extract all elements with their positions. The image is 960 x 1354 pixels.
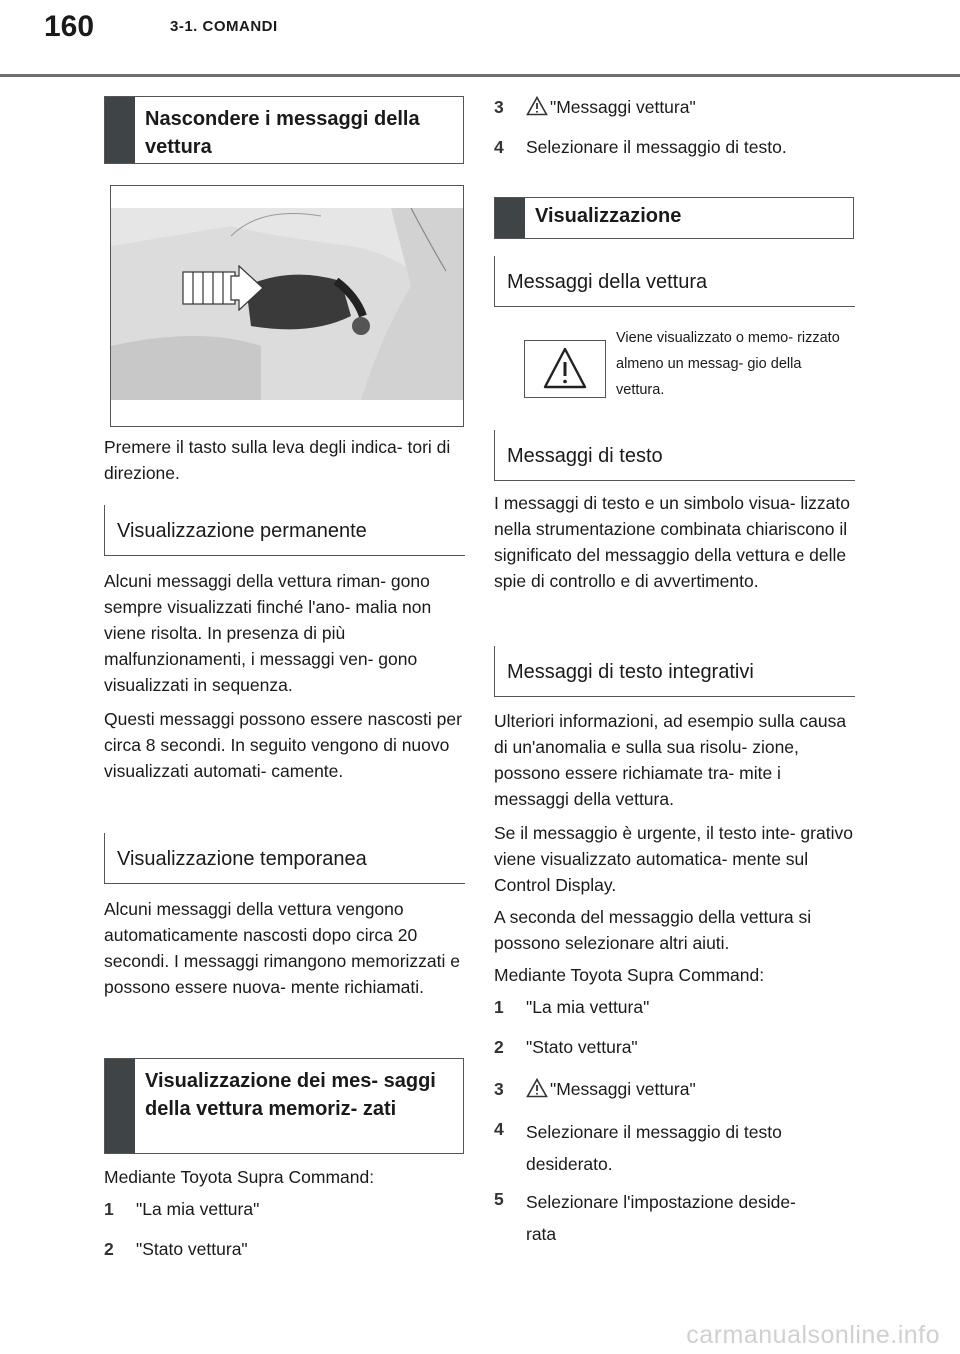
step-number: 4 [494,137,504,157]
step-text: "Stato vettura" [526,1037,638,1057]
paragraph-command: Mediante Toyota Supra Command: [104,1167,375,1187]
paragraph-command: Mediante Toyota Supra Command: [494,965,765,985]
paragraph-supplementary-3: A seconda del messaggio della vettura si possono selezionare altri aiuti. [494,907,812,953]
heading-text: Visualizzazione dei mes- saggi della vettura memoriz- zati [145,1070,436,1120]
warning-triangle-icon [526,96,548,116]
step-number: 5 [494,1189,504,1209]
step-text: "Messaggi vettura" [550,97,696,117]
header-rule [0,74,960,77]
step-text: Selezionare il messaggio di testo desiderato. [526,1122,782,1174]
step-number: 2 [494,1037,504,1057]
step-text: "Messaggi vettura" [550,1079,696,1099]
watermark: carmanualsonline.info [686,1321,940,1349]
step-text: Selezionare l'impostazione deside- rata [526,1192,796,1244]
paragraph-permanent-2: Questi messaggi possono essere nascosti per circa 8 secondi. In seguito vengono di nuovo visualizzati automati- camente. [104,709,462,781]
step-text: "La mia vettura" [526,997,650,1017]
paragraph-press-button: Premere il tasto sulla leva degli indica- tori di direzione. [104,437,451,483]
warning-triangle-icon [525,341,605,397]
heading-text: Visualizzazione [535,205,682,227]
subheading-text: Visualizzazione permanente [117,520,367,542]
subheading-text-messages [494,430,855,481]
heading-bar [105,97,135,163]
subheading-text: Messaggi di testo integrativi [507,661,754,683]
warning-symbol-box [524,340,606,398]
step-content [526,1076,856,1102]
heading-bar [105,1059,135,1153]
step-number: 1 [104,1199,114,1219]
heading-box-stored-messages [104,1058,464,1154]
warning-triangle-icon [526,1078,548,1098]
paragraph-permanent-1: Alcuni messaggi della vettura riman- gono sempre visualizzati finché l'ano- malia non viene risolta. In presenza di più malfunzionamenti, i messaggi ven- gono visualizzati in sequenza. [104,571,432,695]
step-text: Selezionare il messaggio di testo. [526,137,787,157]
turn-signal-lever-illustration [111,186,463,426]
step-number: 3 [494,97,504,117]
section-title: 3-1. COMANDI [170,18,278,35]
step-content [526,94,856,120]
subheading-text: Messaggi della vettura [507,271,708,293]
heading-text: Nascondere i messaggi della vettura [145,108,420,158]
paragraph-temporary: Alcuni messaggi della vettura vengono automaticamente nascosti dopo circa 20 secondi. I messaggi rimangono memorizzati e possono essere nuova- mente richiamati. [104,899,460,997]
subheading-vehicle-messages [494,256,855,307]
step-number: 1 [494,997,504,1017]
subheading-supplementary-text [494,646,855,697]
heading-box-display [494,197,854,239]
subheading-temporary-display [104,833,465,884]
subheading-text: Messaggi di testo [507,445,663,467]
step-text: "La mia vettura" [136,1199,260,1219]
step-number: 4 [494,1119,504,1139]
heading-box-hide-messages [104,96,464,164]
turn-signal-lever-figure [110,185,464,427]
paragraph-supplementary-2: Se il messaggio è urgente, il testo inte- grativo viene visualizzato automatica- mente sul Control Display. [494,823,853,895]
step-text: "Stato vettura" [136,1239,248,1259]
warning-description: Viene visualizzato o memo- rizzato almeno un messag- gio della vettura. [616,330,840,398]
page-header [0,0,960,80]
paragraph-text-messages: I messaggi di testo e un simbolo visua- lizzato nella strumentazione combinata chiariscono il significato del messaggio della vettura e delle spie di controllo e di avvertimento. [494,493,850,591]
paragraph-supplementary-1: Ulteriori informazioni, ad esempio sulla causa di un'anomalia e sulla sua risolu- zione, possono essere richiamate tra- mite i messaggi della vettura. [494,711,847,809]
subheading-text: Visualizzazione temporanea [117,848,367,870]
page-number: 160 [44,10,95,43]
step-number: 2 [104,1239,114,1259]
subheading-permanent-display [104,505,465,556]
step-number: 3 [494,1079,504,1099]
heading-bar [495,198,525,238]
